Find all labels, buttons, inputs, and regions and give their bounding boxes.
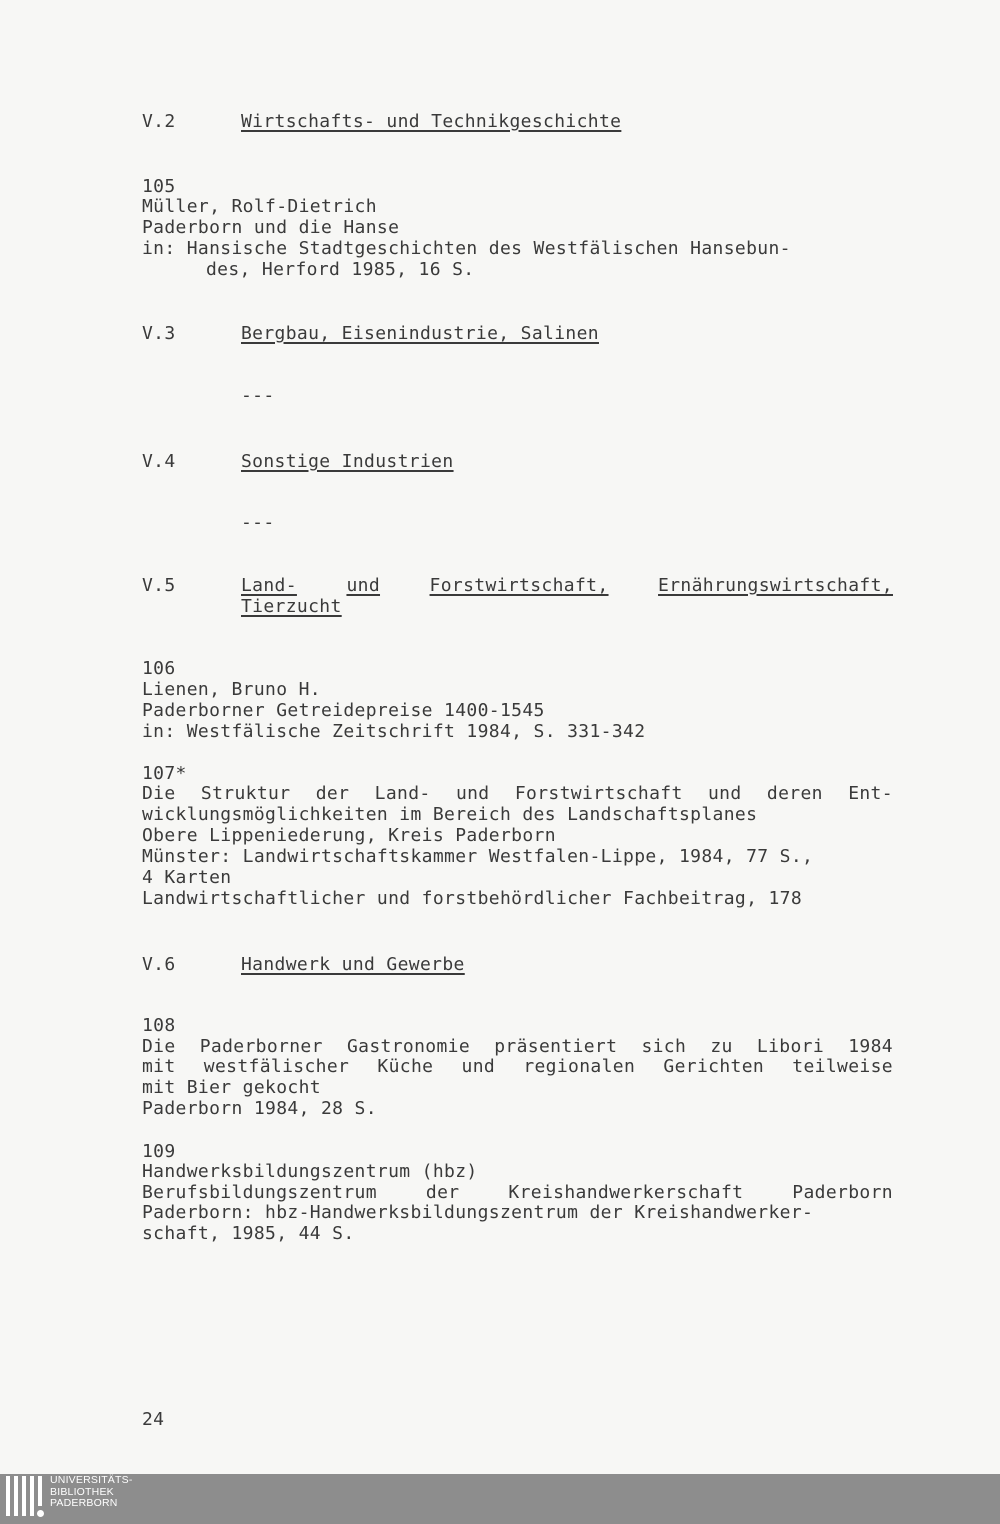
logo-line: BIBLIOTHEK — [50, 1485, 114, 1498]
entry-author: Lienen, Bruno H. — [142, 679, 321, 700]
section-number: V.5 — [142, 575, 176, 596]
library-logo-text — [50, 1475, 133, 1510]
logo-line: PADERBORN — [50, 1497, 118, 1509]
word: und — [708, 783, 742, 804]
title-word: Ernährungswirtschaft, — [658, 575, 893, 596]
title-word: Land- — [241, 575, 297, 596]
entry-text-line: Paderborn 1984, 28 S. — [142, 1098, 377, 1119]
entry-text-line — [142, 1036, 893, 1057]
word: und — [461, 1056, 496, 1077]
entry-text-line: wicklungsmöglichkeiten im Bereich des Landschaftsplanes — [142, 804, 758, 825]
section-number: V.6 — [142, 954, 176, 975]
word: Küche — [377, 1056, 434, 1077]
entry-title: Paderborn und die Hanse — [142, 217, 400, 238]
word: sich — [641, 1036, 687, 1057]
word: Struktur — [200, 783, 291, 804]
entry-text-line: 4 Karten — [142, 867, 232, 888]
word: Die — [142, 1036, 176, 1057]
word: deren — [766, 783, 823, 804]
word: mit — [142, 1056, 176, 1077]
word: Berufsbildungszentrum — [142, 1182, 377, 1203]
word: Gerichten — [663, 1056, 765, 1077]
word: Gastronomie — [346, 1036, 471, 1057]
section-empty-placeholder: --- — [241, 385, 275, 406]
word: Kreishandwerkerschaft — [508, 1182, 744, 1203]
entry-text-line: Obere Lippeniederung, Kreis Paderborn — [142, 825, 556, 846]
entry-source: in: Hansische Stadtgeschichten des Westfälischen Hansebun- — [142, 238, 791, 259]
section-number: V.4 — [142, 451, 176, 472]
entry-source: in: Westfälische Zeitschrift 1984, S. 331-342 — [142, 721, 646, 742]
entry-number: 108 — [142, 1015, 176, 1036]
library-footer-bar — [0, 1474, 1000, 1524]
title-word: und — [346, 575, 381, 596]
entry-source-cont: des, Herford 1985, 16 S. — [206, 259, 475, 280]
entry-text-line: mit Bier gekocht — [142, 1077, 321, 1098]
section-title: Wirtschafts- und Technikgeschichte — [241, 111, 622, 132]
word: der — [315, 783, 350, 804]
entry-title: Paderborner Getreidepreise 1400-1545 — [142, 700, 545, 721]
word: westfälischer — [203, 1056, 350, 1077]
entry-number: 106 — [142, 658, 176, 679]
section-number: V.3 — [142, 323, 176, 344]
word: Paderborner — [199, 1036, 323, 1057]
section-empty-placeholder: --- — [241, 512, 275, 533]
word: 1984 — [848, 1036, 893, 1057]
word: Forstwirtschaft — [514, 783, 683, 804]
section-title: Bergbau, Eisenindustrie, Salinen — [241, 323, 599, 344]
word: Die — [142, 783, 176, 804]
entry-text-line: Paderborn: hbz-Handwerksbildungszentrum der Kreishandwerker- — [142, 1202, 814, 1223]
section-title-line2: Tierzucht — [241, 596, 342, 617]
word: Land- — [374, 783, 431, 804]
word: Libori — [756, 1036, 825, 1057]
page-number: 24 — [142, 1409, 165, 1430]
entry-number: 109 — [142, 1141, 176, 1162]
entry-text-line — [142, 1056, 893, 1077]
section-number: V.2 — [142, 111, 176, 132]
logo-line: UNIVERSITÄTS- — [50, 1474, 133, 1486]
section-title-line1 — [241, 575, 893, 596]
entry-text-line — [142, 783, 893, 804]
word: der — [425, 1182, 460, 1203]
word: zu — [710, 1036, 733, 1057]
entry-text-line: schaft, 1985, 44 S. — [142, 1223, 355, 1244]
entry-text-line — [142, 1182, 893, 1203]
word: und — [455, 783, 490, 804]
section-title: Handwerk und Gewerbe — [241, 954, 465, 975]
library-logo-icon — [6, 1476, 42, 1520]
entry-text-line: Landwirtschaftlicher und forstbehördlicher Fachbeitrag, 178 — [142, 888, 803, 909]
entry-text-line: Handwerksbildungszentrum (hbz) — [142, 1161, 478, 1182]
title-word: Forstwirtschaft, — [429, 575, 609, 596]
word: Ent- — [848, 783, 893, 804]
section-title: Sonstige Industrien — [241, 451, 454, 472]
word: regionalen — [523, 1056, 636, 1077]
entry-number: 105 — [142, 176, 176, 197]
word: teilweise — [792, 1056, 893, 1077]
entry-number: 107* — [142, 763, 187, 784]
word: präsentiert — [494, 1036, 618, 1057]
entry-text-line: Münster: Landwirtschaftskammer Westfalen-Lippe, 1984, 77 S., — [142, 846, 814, 867]
entry-author: Müller, Rolf-Dietrich — [142, 196, 377, 217]
word: Paderborn — [792, 1182, 893, 1203]
